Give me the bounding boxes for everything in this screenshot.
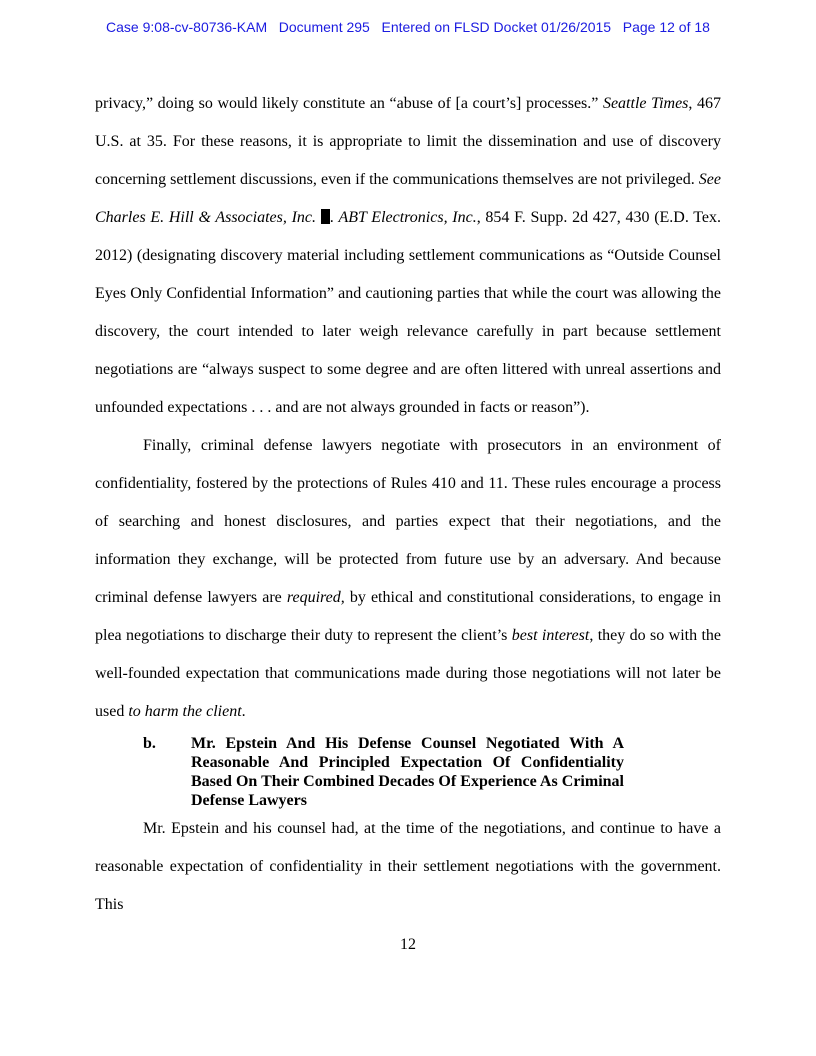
subheading-label: b. [143, 735, 156, 752]
paragraph-finally: Finally, criminal defense lawyers negotiate with prosecutors in an environment of confidentiality, fostered by the protections of Rules 410 and 11. These rules encourage a process of searching and honest disclosures, and parties expect that their negotiations, and the information they exchange, will be protected from future use by an adversary. And because criminal defense lawyers are required, by ethical and constitutional considerations, to engage in plea negotiations to discharge their duty to represent the client’s best interest, they do so with the well-founded expectation that communications made during those negotiations will not later be used to harm the client. [95, 437, 722, 720]
paragraph-mr-epstein: Mr. Epstein and his counsel had, at the time of the negotiations, and continue to have a reasonable expectation of confidentiality in their settlement negotiations with the government. This [95, 820, 721, 913]
paragraph-privacy-continuation: privacy,” doing so would likely constitute an “abuse of [a court’s] processes.” Seattle Times, 467 U.S. at 35. For these reasons, it is appropriate to limit the dissemination and use of discovery concerning settlement discussions, even if the communications themselves are not privileged. See Charles E. Hill & Associates, Inc. . ABT Electronics, Inc., 854 F. Supp. 2d 427, 430 (E.D. Tex. 2012) (designating discovery material including settlement communications as “Outside Counsel Eyes Only Confidential Information” and cautioning parties that while the court was allowing the discovery, the court intended to later weigh relevance carefully in part because settlement negotiations are “always suspect to some degree and are often littered with unreal assertions and unfounded expectations . . . and are not always grounded in facts or reason”). [95, 95, 722, 416]
redaction-box [321, 209, 330, 224]
case-caption-header: Case 9:08-cv-80736-KAM Document 295 Entered on FLSD Docket 01/26/2015 Page 12 of 18 [106, 19, 710, 35]
page-number: 12 [400, 936, 416, 953]
subheading-text: Mr. Epstein And His Defense Counsel Negotiated With A Reasonable And Principled Expectation Of Confidentiality Based On Their Combined Decades Of Experience As Criminal Defense Lawyers [191, 735, 624, 809]
document-body [95, 85, 721, 924]
subheading-b [95, 734, 721, 810]
